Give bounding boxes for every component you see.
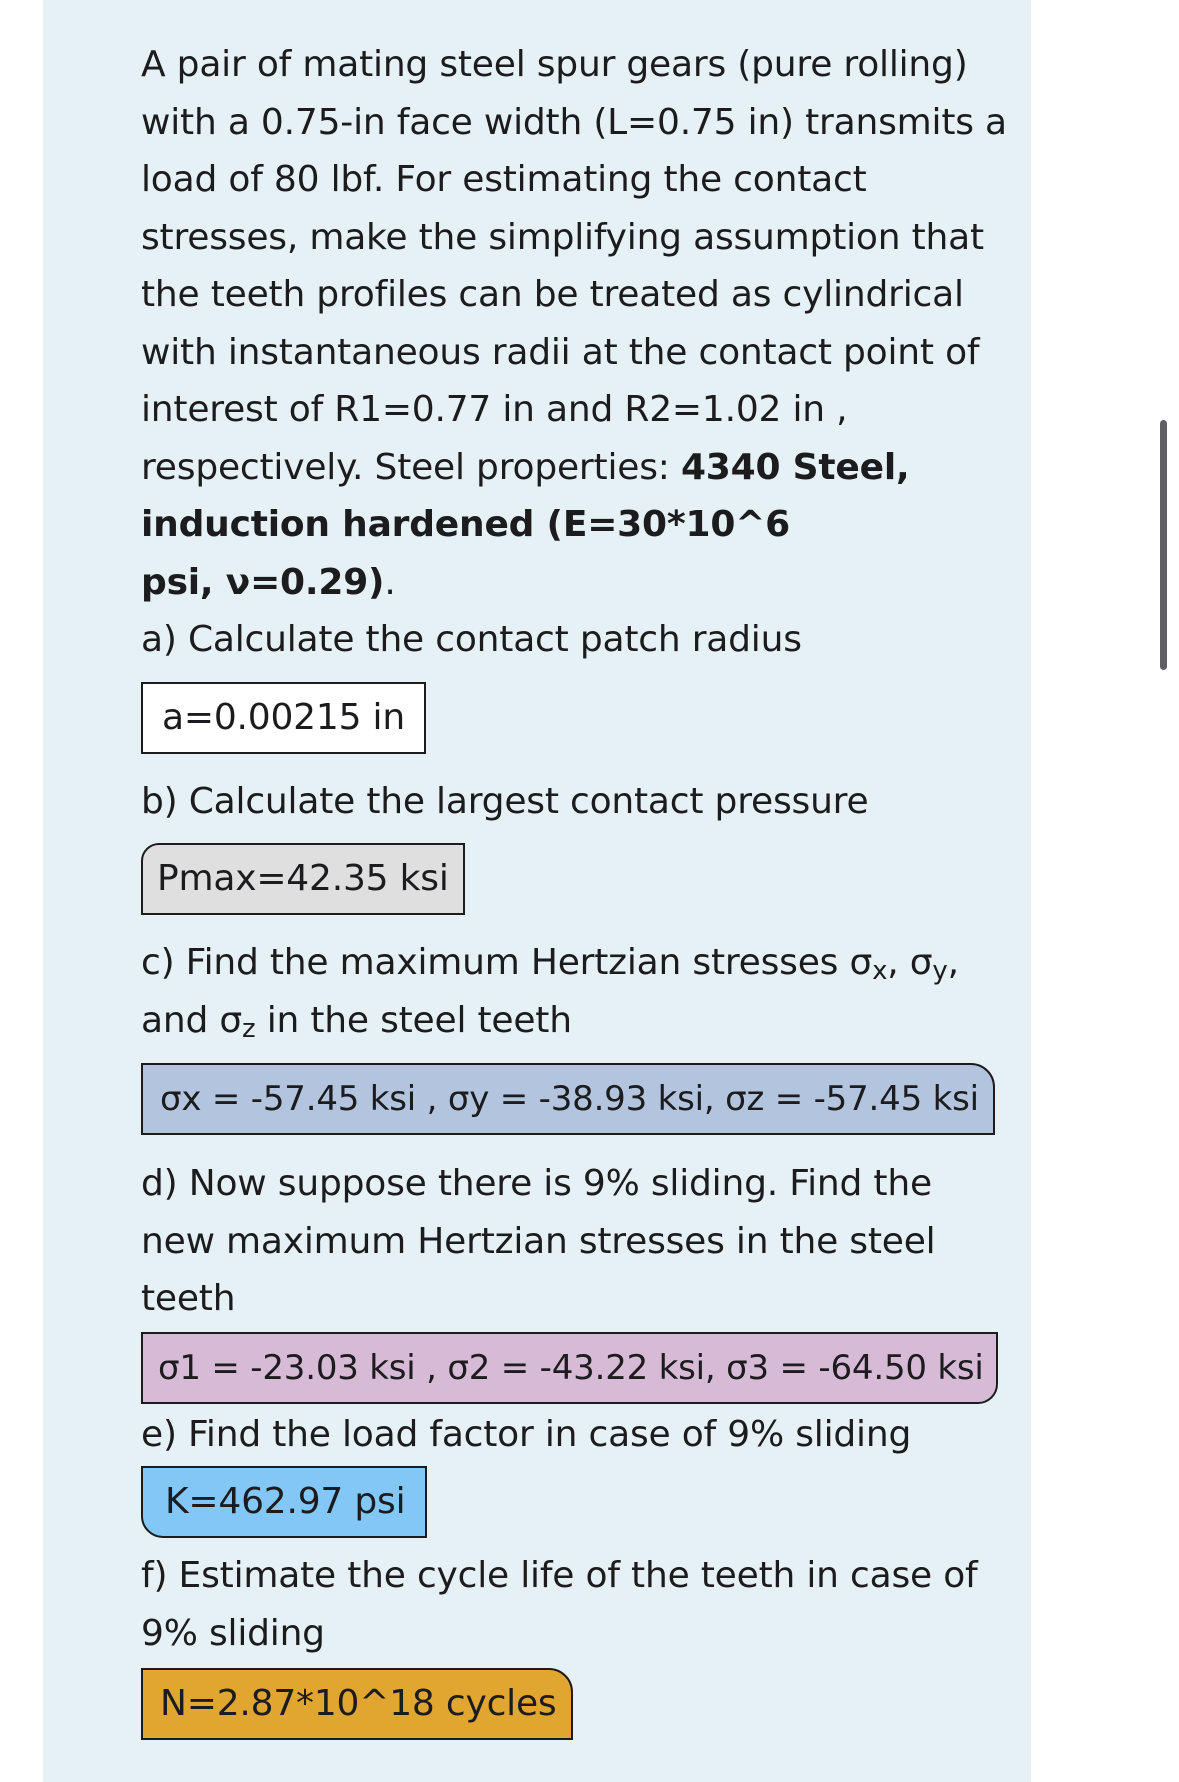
question-c-text: c) Find the maximum Hertzian stresses σ: [141, 942, 873, 983]
problem-line: with a 0.75-in face width (L=0.75 in) transmits a: [141, 101, 1007, 143]
answer-b-field[interactable]: Pmax=42.35 ksi: [141, 843, 465, 915]
question-f-line: 9% sliding: [141, 1612, 325, 1654]
problem-text: respectively. Steel properties:: [141, 446, 681, 488]
steel-properties: psi, ν=0.29): [141, 561, 385, 603]
steel-treatment: induction hardened (E=30*10^6: [141, 504, 791, 545]
question-c-line1: [141, 934, 1021, 992]
problem-line: interest of R1=0.77 in and R2=1.02 in ,: [141, 389, 848, 430]
problem-line: [141, 554, 1021, 612]
subscript-z: z: [242, 1013, 256, 1044]
problem-line: load of 80 lbf. For estimating the contact: [141, 159, 867, 200]
answer-e-field[interactable]: K=462.97 psi: [141, 1466, 427, 1538]
problem-line: A pair of mating steel spur gears (pure rolling): [141, 44, 968, 85]
problem-statement: [141, 36, 1021, 611]
problem-line: with instantaneous radii at the contact point of: [141, 331, 980, 373]
question-d-line: d) Now suppose there is 9% sliding. Find the: [141, 1163, 932, 1204]
answer-c-field[interactable]: σx = -57.45 ksi , σy = -38.93 ksi, σz = -57.45 ksi: [141, 1063, 995, 1135]
question-d-line: new maximum Hertzian stresses in the steel: [141, 1220, 936, 1262]
problem-line: [141, 439, 1021, 497]
answer-f-field[interactable]: N=2.87*10^18 cycles: [141, 1668, 573, 1740]
answer-a-field[interactable]: a=0.00215 in: [141, 682, 426, 754]
answer-a-wrap: [141, 682, 1021, 754]
question-c-text: and σ: [141, 999, 242, 1041]
separator: , σ: [887, 942, 933, 983]
answer-f-wrap: [141, 1668, 1021, 1740]
question-content: [141, 36, 1021, 1740]
problem-line: the teeth profiles can be treated as cylindrical: [141, 274, 964, 315]
answer-d-wrap: [141, 1332, 1021, 1404]
question-d-line: teeth: [141, 1278, 236, 1319]
steel-name: 4340 Steel,: [680, 446, 910, 488]
scrollbar-thumb[interactable]: [1160, 420, 1167, 670]
answer-e-wrap: [141, 1466, 1021, 1538]
subscript-y: y: [932, 956, 948, 986]
question-a: a) Calculate the contact patch radius: [141, 619, 802, 660]
separator: ,: [947, 942, 959, 983]
answer-b-wrap: [141, 843, 1021, 915]
answer-d-field[interactable]: σ1 = -23.03 ksi , σ2 = -43.22 ksi, σ3 = -64.50 ksi: [141, 1332, 998, 1404]
question-c-line2: [141, 992, 1021, 1050]
period: .: [384, 561, 396, 603]
question-f-line: f) Estimate the cycle life of the teeth in case of: [141, 1555, 978, 1596]
answer-c-wrap: [141, 1063, 1021, 1135]
subscript-x: x: [872, 956, 888, 986]
problem-line: stresses, make the simplifying assumption that: [141, 216, 984, 258]
question-e: e) Find the load factor in case of 9% sliding: [141, 1413, 912, 1455]
question-b: b) Calculate the largest contact pressure: [141, 780, 869, 822]
question-card: [43, 0, 1031, 1782]
question-c-text: in the steel teeth: [255, 999, 572, 1041]
